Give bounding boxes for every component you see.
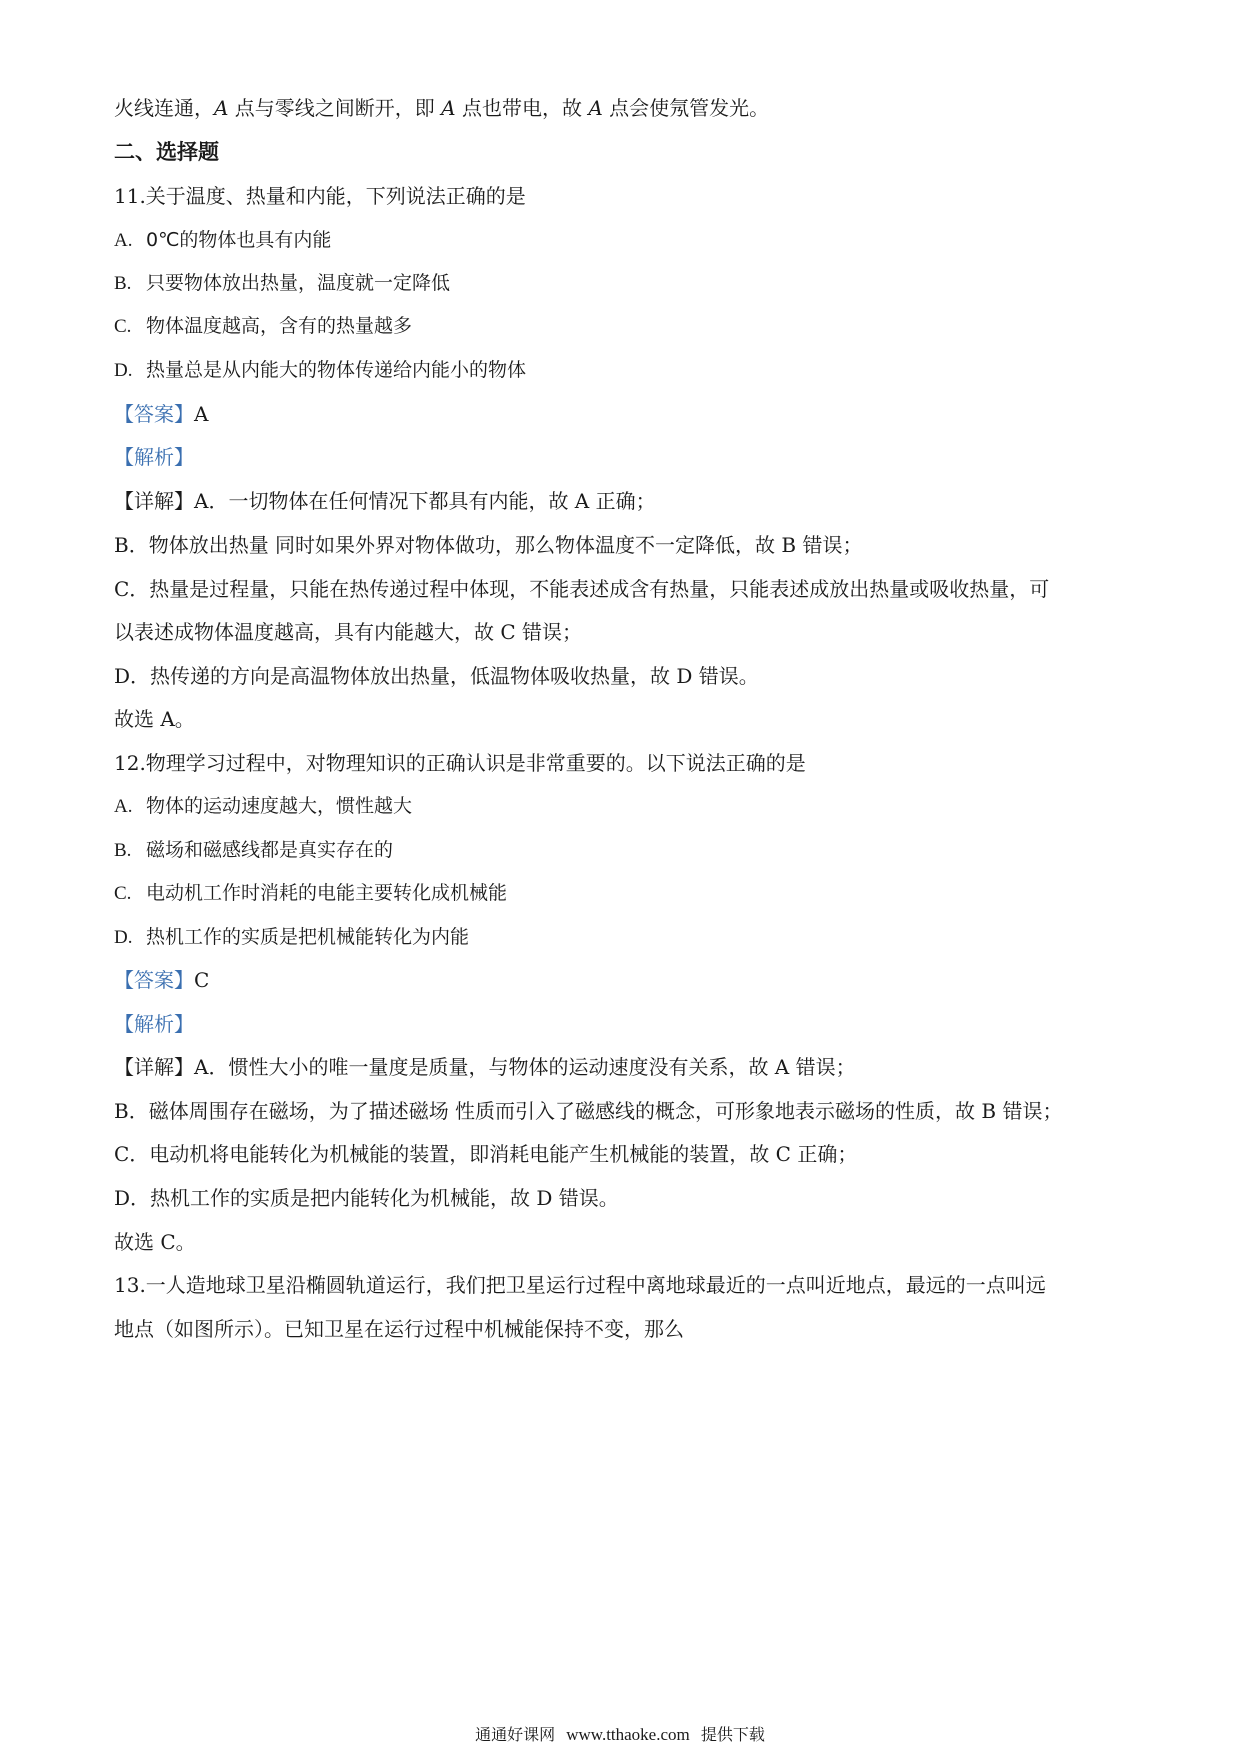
question-13-stem: 13.一人造地球卫星沿椭圆轨道运行，我们把卫星运行过程中离地球最近的一点叫近地点，最远的一点叫远 xyxy=(114,1273,1046,1297)
q12-detail-line: C．电动机将电能转化为机械能的装置，即消耗电能产生机械能的装置，故 C 正确； xyxy=(114,1142,858,1166)
q11-detail-line: B．物体放出热量 同时如果外界对物体做功，那么物体温度不一定降低，故 B 错误； xyxy=(114,533,863,557)
footer-suffix: 提供下载 xyxy=(700,1725,765,1744)
q12-option-d xyxy=(114,923,469,952)
q12-option-b xyxy=(114,836,393,865)
answer-tag: 【答案】 xyxy=(114,968,194,992)
option-letter: D. xyxy=(114,927,133,948)
option-text: 物体的运动速度越大，惯性越大 xyxy=(146,795,413,817)
q11-option-b xyxy=(114,269,450,298)
intro-line xyxy=(114,94,769,122)
detail-tag: 【详解】 xyxy=(114,489,194,513)
q12-answer xyxy=(114,966,209,994)
answer-value: A xyxy=(194,402,209,426)
q12-analysis-tag: 【解析】 xyxy=(114,1012,194,1036)
answer-tag: 【答案】 xyxy=(114,402,194,426)
intro-text: 点与零线之间断开，即 xyxy=(228,96,442,120)
q11-detail-line: 以表述成物体温度越高，具有内能越大，故 C 错误； xyxy=(114,620,583,644)
q11-detail-line: D．热传递的方向是高温物体放出热量，低温物体吸收热量，故 D 错误。 xyxy=(114,664,759,688)
option-text: 物体温度越高，含有的热量越多 xyxy=(146,315,413,337)
q11-analysis-tag: 【解析】 xyxy=(114,445,194,469)
option-text: 磁场和磁感线都是真实存在的 xyxy=(146,839,394,861)
answer-value: C xyxy=(194,968,210,992)
option-text: 电动机工作时消耗的电能主要转化成机械能 xyxy=(146,882,508,904)
page-footer xyxy=(0,1722,1240,1745)
option-text: 只要物体放出热量，温度就一定降低 xyxy=(146,272,451,294)
point-a-label: A xyxy=(214,96,229,120)
option-letter: A. xyxy=(114,796,133,817)
option-letter: B. xyxy=(114,840,132,861)
q11-option-d xyxy=(114,356,526,385)
option-letter: C. xyxy=(114,883,132,904)
q12-detail-line xyxy=(114,1053,856,1081)
section-title: 二、选择题 xyxy=(114,140,219,164)
q11-option-a xyxy=(114,226,331,255)
q12-detail-line: D．热机工作的实质是把内能转化为机械能，故 D 错误。 xyxy=(114,1186,619,1210)
q11-detail-line xyxy=(114,487,656,515)
option-text: 热机工作的实质是把机械能转化为内能 xyxy=(146,926,470,948)
option-letter: B. xyxy=(114,273,132,294)
detail-tag: 【详解】 xyxy=(114,1055,194,1079)
option-text: 热量总是从内能大的物体传递给内能小的物体 xyxy=(146,359,527,381)
detail-text: A．一切物体在任何情况下都具有内能，故 A 正确； xyxy=(194,489,656,513)
question-12-stem: 12.物理学习过程中，对物理知识的正确认识是非常重要的。以下说法正确的是 xyxy=(114,751,806,775)
footer-site-name: 通通好课网 xyxy=(475,1725,556,1744)
question-11-stem: 11.关于温度、热量和内能，下列说法正确的是 xyxy=(114,184,526,208)
question-13-stem: 地点（如图所示）。已知卫星在运行过程中机械能保持不变，那么 xyxy=(114,1317,684,1341)
q12-detail-line: B．磁体周围存在磁场，为了描述磁场 性质而引入了磁感线的概念，可形象地表示磁场的性质，故 B 错误； xyxy=(114,1099,1063,1123)
q12-option-c xyxy=(114,879,507,908)
q11-answer xyxy=(114,400,208,428)
intro-text: 火线连通， xyxy=(114,96,214,120)
option-text: 0℃的物体也具有内能 xyxy=(146,229,332,251)
intro-text: 点会使氖管发光。 xyxy=(602,96,770,120)
q11-detail-line: C．热量是过程量，只能在热传递过程中体现，不能表述成含有热量，只能表述成放出热量或吸收热量，可 xyxy=(114,577,1050,601)
option-letter: D. xyxy=(114,360,133,381)
footer-url[interactable]: www.tthaoke.com xyxy=(566,1725,690,1744)
intro-text: 点也带电，故 xyxy=(455,96,589,120)
q12-conclusion: 故选 C。 xyxy=(114,1230,196,1254)
q11-option-c xyxy=(114,312,412,341)
q11-conclusion: 故选 A。 xyxy=(114,707,195,731)
q12-option-a xyxy=(114,792,412,821)
option-letter: A. xyxy=(114,230,133,251)
point-a-label: A xyxy=(441,96,456,120)
option-letter: C. xyxy=(114,316,132,337)
detail-text: A．惯性大小的唯一量度是质量，与物体的运动速度没有关系，故 A 错误； xyxy=(194,1055,856,1079)
point-a-label: A xyxy=(588,96,603,120)
